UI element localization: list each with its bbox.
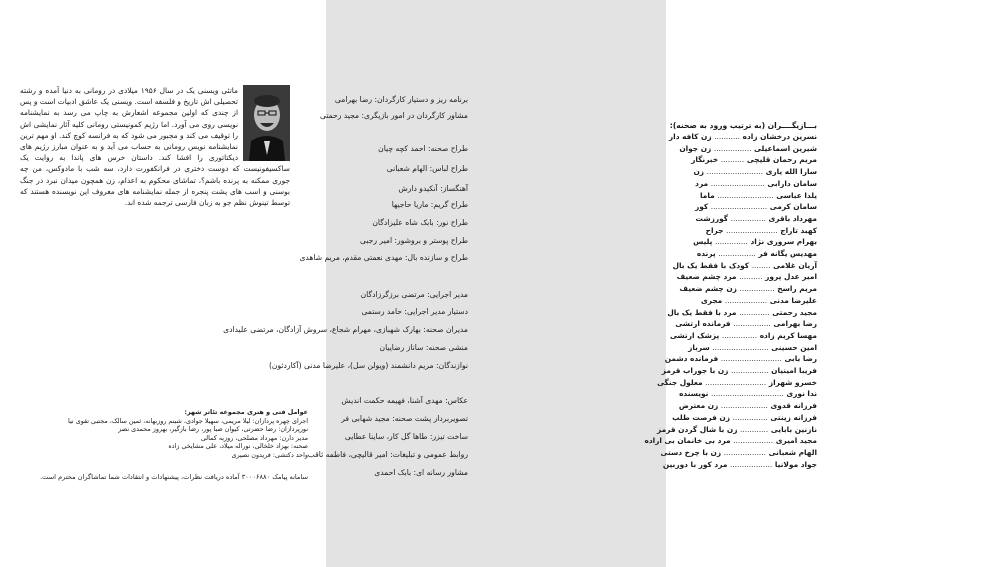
crew-line: مدیر اجرایی: مرتضی برزگرزادگان xyxy=(360,290,468,299)
photo-spacer xyxy=(238,85,290,161)
cast-row xyxy=(679,401,817,411)
crew-line: مشاور کارگردان در امور بازیگری: مجید رحمتی xyxy=(320,111,468,120)
cast-role: زن کافه دار xyxy=(668,132,712,141)
crew-line: طراح پوستر و بروشور: امیر رجبی xyxy=(360,236,468,245)
cast-role: کور xyxy=(695,202,709,212)
cast-dots: ........... xyxy=(714,132,741,141)
cast-row xyxy=(695,179,817,189)
cast-actor-name: الهام شعبانی xyxy=(768,447,817,457)
cast-row xyxy=(688,343,817,353)
cast-row xyxy=(706,226,817,236)
cast-actor-name: مهدیس یگانه فر xyxy=(758,249,817,258)
cast-role: زن xyxy=(693,167,705,177)
cast-role: زن با جوراب قرمز xyxy=(661,366,729,375)
cast-actor-name: سامان کرمی xyxy=(769,202,817,212)
credit-line: نورپردازان: رضا حضرتی، کیوان صبا پور، رضا بازگیر، بهروز محمدی نصر xyxy=(118,425,308,434)
crew-line: روابط عمومی و تبلیغات: امیر قالیچی، فاطمه ثاقب xyxy=(307,450,468,459)
author-bio-text: ماتئی ویسنی یک در سال ۱۹۵۶ میلادی در رومانی به دنیا آمده و رشته تحصیلی اش تاریخ و فلسفه است. ویسنی یک عاشق ادبیات است و پس از چندی که اولین مجموعه اشعارش به چاپ می رسد به نمایشنامه نویسی روی می آورد. اما رژیم کمونیستی رومانی کلیه آثار نمایشی اش را توقیف می کند و مجبور می شود که به فرانسه کوچ کند. او مهم ترین نمایشنامه نویس رومانی به حساب می آید و به عنوان مبارز رژیم های دیکتاتوری را افشا کند. داستان خرس های پاندا به روایت یک ساکسیفونیست که دوست دختری در فرانکفورت دارد، سه شب با مادوکس، من چه جوری ممکنه به پرنده باشم؟، تماشای محکوم به اعدام، زن همچون میدان نبرد در جنگ بوسنی و اسب های پشت پنجره از جمله نمایشنامه های معروف این نویسنده هستند که توسط تینوش نظم جو به زبان فارسی ترجمه شده اند. xyxy=(20,86,290,208)
crew-line: مشاور رسانه ای: بابک احمدی xyxy=(374,468,468,477)
cast-dots: .......................... xyxy=(705,377,767,387)
crew-line: طراح و سازنده بال: مهدی نعمتی مقدم، مریم شاهدی xyxy=(299,253,468,262)
cast-dots: .......................... xyxy=(720,354,782,364)
cast-row xyxy=(660,448,817,458)
cast-role: مرد کور با دوربین xyxy=(662,459,728,469)
crew-line: نوازندگان: مریم دانشمند (ویولن سل)، علیرضا مدنی (آکاردئون) xyxy=(268,361,468,370)
cast-role: زن معترض xyxy=(678,401,719,411)
cast-dots: ................. xyxy=(733,436,774,446)
cast-row xyxy=(700,191,817,201)
crew-line: منشی صحنه: ساناز رضاییان xyxy=(379,343,468,352)
cast-role: جراح xyxy=(705,225,724,235)
cast-row xyxy=(691,155,817,165)
crew-line: آهنگساز: آنکیدو دارش xyxy=(398,184,468,193)
cast-row xyxy=(665,354,817,364)
cast-actor-name: بهرام سروری نژاد xyxy=(750,237,817,247)
sms-notice: سامانه پیامک ۳۰۰۰۶۸۸۰ آماده دریافت نظرات، پیشنهادات و انتقادات شما تماشاگران محترم است. xyxy=(40,473,308,481)
credits-title: عوامل فنی و هنری مجموعه تئاتر شهر: xyxy=(184,408,308,416)
cast-dots: ............................... xyxy=(711,389,784,399)
cast-row xyxy=(672,413,817,423)
cast-dots: .......... xyxy=(720,155,745,165)
cast-actor-name: علیرضا مدنی xyxy=(769,295,817,305)
cast-actor-name: فرزانه قدوی xyxy=(770,401,817,411)
cast-actor-name: جواد مولانیا xyxy=(774,459,817,469)
cast-role: زن جوان xyxy=(679,143,712,153)
cast-actor-name: مهسا کریم زاده xyxy=(759,330,817,340)
cast-dots: ...................... xyxy=(726,225,778,235)
cast-row xyxy=(663,460,817,470)
cast-dots: ................ xyxy=(733,319,771,329)
cast-dots: ........................ xyxy=(712,342,769,352)
cast-row xyxy=(693,237,817,247)
cast-row xyxy=(679,389,817,399)
cast-dots: ............... xyxy=(730,213,766,223)
cast-row xyxy=(669,132,817,142)
crew-line: عکاس: مهدی آشنا، فهیمه حکمت اندیش xyxy=(341,396,468,405)
cast-actor-name: امیر عدل پرور xyxy=(765,272,817,282)
cast-role: فرمانده دشمن xyxy=(664,354,719,364)
cast-role: نویسنده xyxy=(679,389,709,399)
crew-line: طراح گریم: ماریا حاجیها xyxy=(391,200,468,209)
cast-row xyxy=(679,144,817,154)
cast-row xyxy=(696,214,817,224)
cast-dots: ............... xyxy=(732,412,768,422)
right-panel xyxy=(644,0,1006,567)
cast-dots: ............ xyxy=(740,424,769,434)
cast-row xyxy=(670,331,817,341)
technical-credits xyxy=(18,408,308,460)
cast-dots: .................. xyxy=(729,459,773,469)
cast-role: زن چشم ضعیف xyxy=(679,284,737,294)
cast-dots: .......... xyxy=(739,272,763,282)
cast-actor-name: مریم رحمان قلیچی xyxy=(746,155,817,165)
cast-actor-name: ندا نوری xyxy=(786,389,817,399)
cast-row xyxy=(673,261,817,271)
cast-role: گورزشت xyxy=(695,213,729,223)
cast-row xyxy=(697,249,817,259)
cast-row xyxy=(695,202,817,212)
cast-row xyxy=(675,319,817,329)
credit-line: صحنه: بهزاد خلخالی، نوراله میلاد، علی مشایخی زاده xyxy=(168,442,308,451)
cast-actor-name: فریبا امینیان xyxy=(771,366,817,375)
crew-line: طراح نور: بابک شاه علیزادگان xyxy=(372,218,468,227)
cast-dots: ............... xyxy=(739,284,775,294)
cast-actor-name: امین حسینی xyxy=(771,342,817,352)
cast-dots: .................. xyxy=(724,295,768,305)
credit-line: واحد دکتشی: فریدون نصیری xyxy=(231,450,308,459)
cast-role: معلول جنگی xyxy=(657,377,703,387)
cast-role: کودک با فقط یک بال xyxy=(672,260,750,270)
cast-dots: ........................ xyxy=(717,190,774,200)
cast-actor-name: کهبد تاراج xyxy=(780,225,817,235)
cast-dots: .............. xyxy=(714,237,748,247)
cast-role: پرنده xyxy=(696,249,716,258)
crew-line: دستیار مدیر اجرایی: حامد رستمی xyxy=(361,307,468,316)
cast-row xyxy=(657,378,817,388)
cast-actor-name: سامان دارابی xyxy=(767,178,817,188)
cast-actor-name: سارا الله یاری xyxy=(765,167,817,177)
cast-actor-name: مجید رحمتی xyxy=(772,307,817,317)
cast-actor-name: شیرین اسماعیلی xyxy=(754,143,817,153)
crew-line: برنامه ریز و دستیار کارگردان: رضا بهرامی xyxy=(334,95,468,104)
cast-row xyxy=(679,284,817,294)
cast-role: سرباز xyxy=(688,342,710,352)
cast-dots: ............. xyxy=(739,307,770,317)
cast-actor-name: نسرین درخشان زاده xyxy=(742,132,817,141)
cast-row xyxy=(662,366,817,376)
cast-dots: .................. xyxy=(723,447,766,457)
cast-dots: ............... xyxy=(721,330,758,340)
credit-line: اجرای چهره پردازان: لیلا مریمی، سهیلا جوادی، شبنم روزبهانه، ثمین سالک، مجتبی تقوی نیا xyxy=(68,416,308,425)
cast-row xyxy=(694,167,818,177)
cast-actor-name: رضا بهرامی xyxy=(773,319,817,329)
cast-row xyxy=(644,436,817,446)
cast-role: ماما xyxy=(699,190,715,200)
cast-role: مرد با فقط یک بال xyxy=(667,307,737,317)
left-panel xyxy=(0,0,326,567)
cast-role: پزشک ارتشی xyxy=(669,330,720,340)
cast-role: مرد xyxy=(695,178,709,188)
cast-title: بـــازیگــــران (به ترتیب ورود به صحنه): xyxy=(669,121,817,130)
cast-actor-name: آریان غلامی xyxy=(773,260,817,270)
cast-role: زن با شال گردن قرمز xyxy=(656,424,738,434)
cast-actor-name: مهرداد باقری xyxy=(768,213,817,223)
cast-dots: ........................ xyxy=(706,167,764,177)
cast-actor-name: یلدا عباسی xyxy=(776,190,817,200)
cast-dots: ................ xyxy=(731,366,769,375)
cast-row xyxy=(667,308,817,318)
cast-role: فرمانده ارتشی xyxy=(675,319,731,329)
cast-dots: ....................... xyxy=(710,178,765,188)
cast-actor-name: مریم راسخ xyxy=(777,284,817,294)
crew-line: ساخت تیزر: طاها گل کار، ساینا عطایی xyxy=(344,432,468,441)
cast-row xyxy=(677,272,817,282)
cast-dots: .................... xyxy=(720,401,768,411)
cast-role: زن با چرخ دستی xyxy=(660,447,722,457)
cast-role: مرد بی خانمان بی اراده xyxy=(644,436,731,446)
cast-role: زن فرصت طلب xyxy=(672,412,730,422)
cast-actor-name: نازنین بابایی xyxy=(770,424,817,434)
cast-dots: ........................ xyxy=(710,202,768,212)
cast-role: پلیس xyxy=(693,237,713,247)
cast-actor-name: فرزانه زینتی xyxy=(770,412,817,422)
cast-role: مجری xyxy=(700,295,723,305)
cast-dots: ................ xyxy=(718,249,756,258)
author-bio xyxy=(20,85,290,208)
crew-line: طراح لباس: الهام شعبانی xyxy=(386,164,468,173)
cast-actor-name: مجید امیری xyxy=(775,436,817,446)
cast-actor-name: رضا بابی xyxy=(784,354,817,364)
credit-line: مدیر دارن: مهرداد مصلحی، روزبه کمالی xyxy=(200,433,308,442)
cast-role: مرد چشم ضعیف xyxy=(676,272,737,282)
cast-role: خبرنگار xyxy=(691,155,719,165)
cast-dots: ................ xyxy=(713,143,752,153)
crew-line: طراح صحنه: احمد کچه چیان xyxy=(378,144,468,153)
crew-line: مدیران صحنه: بهارک شهبازی، مهرام شجاع، سروش آزادگان، مرتضی علیدادی xyxy=(223,325,468,334)
cast-row xyxy=(657,425,817,435)
cast-dots: ........ xyxy=(751,260,771,270)
cast-actor-name: خسرو شهراز xyxy=(768,377,817,387)
crew-line: تصویربردار پشت صحنه: مجید شهابی فر xyxy=(341,414,468,423)
cast-row xyxy=(701,296,817,306)
